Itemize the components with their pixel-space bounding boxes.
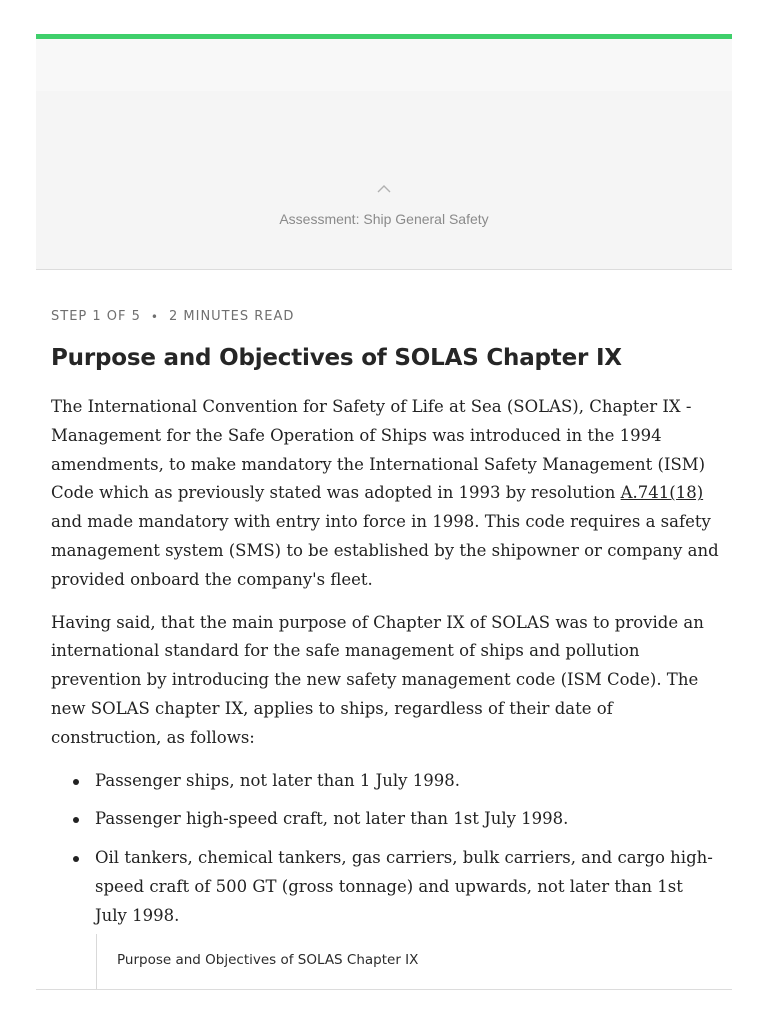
step-indicator: STEP 1 OF 5: [51, 309, 141, 324]
lesson-title: Purpose and Objectives of SOLAS Chapter IX: [51, 345, 622, 371]
read-time: 2 MINUTES READ: [168, 309, 295, 324]
lesson-content: [51, 393, 719, 941]
paragraph-intro-text-cont: and made mandatory with entry into force in 1998. This code requires a safety management system (SMS) to be established by the shipowner or company and provided onboard the company's fleet.: [51, 512, 719, 589]
paragraph-purpose: Having said, that the main purpose of Chapter IX of SOLAS was to provide an international standard for the safe management of ships and pollution prevention by introducing the new safety management code (ISM Code). The new SOLAS chapter IX, applies to ships, regardless of their date of construction, as follows:: [51, 612, 704, 747]
current-section-label: Purpose and Objectives of SOLAS Chapter IX: [117, 952, 419, 968]
paragraph-intro: [51, 393, 719, 595]
top-band: [36, 39, 732, 91]
paragraph-intro-text: The International Convention for Safety of Life at Sea (SOLAS), Chapter IX - Management for the Safe Operation of Ships was introduced in the 1994 amendments, to make mandatory the International Safety Management (ISM) Code which as previously stated was adopted in 1993 by resolution: [51, 397, 706, 503]
meta-separator: •: [150, 309, 159, 324]
resolution-link[interactable]: A.741(18): [620, 483, 704, 503]
lesson-frame: [36, 0, 732, 1024]
assessment-header: [36, 91, 732, 270]
applicability-list: [51, 767, 719, 931]
chevron-up-icon[interactable]: [375, 182, 393, 196]
assessment-title: Assessment: Ship General Safety: [279, 211, 489, 227]
section-navigator[interactable]: [96, 934, 733, 990]
list-item: Oil tankers, chemical tankers, gas carriers, bulk carriers, and cargo high-speed craft of 500 GT (gross tonnage) and upwards, not later than 1st July 1998.: [95, 844, 719, 930]
list-item: Passenger high-speed craft, not later than 1st July 1998.: [95, 805, 719, 834]
divider: [36, 989, 732, 990]
lesson-meta: [51, 309, 294, 324]
list-item: Passenger ships, not later than 1 July 1998.: [95, 767, 719, 796]
